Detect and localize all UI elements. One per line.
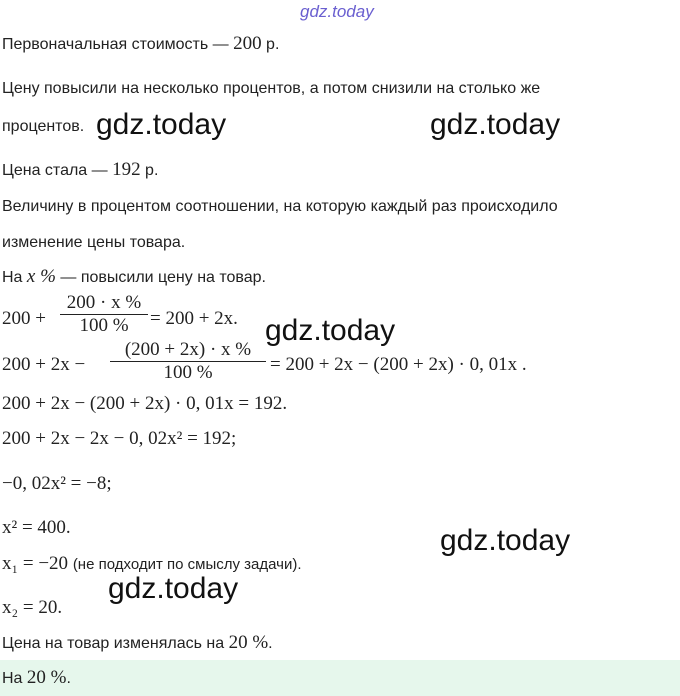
eq1-denominator: 100 %: [79, 315, 129, 336]
final-price-unit: р.: [145, 162, 159, 179]
eq2-left: 200 + 2x −: [2, 354, 86, 375]
initial-cost-value: 200: [233, 33, 262, 54]
eq1-right: = 200 + 2x.: [150, 308, 238, 329]
initial-cost-line: [2, 33, 279, 56]
problem-statement-line-2: процентов.: [2, 118, 85, 135]
eq8: x₂ = 20.: [2, 597, 63, 618]
conclusion-text: Цена на товар изменялась на: [2, 635, 225, 652]
watermark-top: gdz.today: [300, 2, 374, 21]
definition-line-1: Величину в процентом соотношении, на которую каждый раз происходило: [2, 198, 558, 215]
variable-x: x %: [26, 266, 56, 287]
watermark-c: gdz.today: [265, 314, 396, 347]
watermark-a: gdz.today: [96, 108, 227, 141]
answer-line: [2, 667, 71, 690]
conclusion-end: .: [268, 635, 273, 652]
final-price-label: Цена стала —: [2, 162, 108, 179]
eq3: 200 + 2x − (200 + 2x) · 0, 01x = 192.: [2, 393, 288, 414]
final-price-line: [2, 159, 158, 182]
variable-suffix: — повысили цену на товар.: [60, 269, 266, 286]
watermark-d: gdz.today: [440, 524, 571, 557]
eq2-right: = 200 + 2x − (200 + 2x) · 0, 01x .: [270, 354, 527, 375]
definition-line-2: изменение цены товара.: [2, 234, 186, 251]
watermark-e: gdz.today: [108, 572, 239, 605]
eq5: −0, 02x² = −8;: [2, 473, 112, 494]
eq1-fraction: [60, 292, 148, 336]
eq7-math: x₁ = −20: [2, 553, 69, 574]
variable-prefix: На: [2, 269, 23, 286]
initial-cost-label: Первоначальная стоимость —: [2, 36, 229, 53]
final-price-value: 192: [112, 159, 141, 180]
answer-text: На: [2, 670, 23, 687]
conclusion-value: 20 %: [228, 632, 269, 653]
problem-statement-line-1: Цену повысили на несколько процентов, а потом снизили на столько же: [2, 80, 541, 97]
answer-end: .: [66, 670, 71, 687]
eq2-fraction: [110, 339, 266, 383]
eq2-denominator: 100 %: [163, 362, 213, 383]
eq1-left: 200 +: [2, 308, 46, 329]
initial-cost-unit: р.: [266, 36, 280, 53]
answer-value: 20 %: [26, 667, 67, 688]
eq1-numerator: 200 · x %: [66, 292, 142, 313]
eq2-numerator: (200 + 2x) · x %: [124, 339, 252, 360]
eq7-note: (не подходит по смыслу задачи).: [72, 556, 302, 573]
eq4: 200 + 2x − 2x − 0, 02x² = 192;: [2, 428, 237, 449]
variable-line: [2, 266, 266, 289]
conclusion-line: [2, 632, 273, 655]
eq6: x² = 400.: [2, 517, 71, 538]
watermark-b: gdz.today: [430, 108, 561, 141]
answer-box: [0, 660, 680, 696]
